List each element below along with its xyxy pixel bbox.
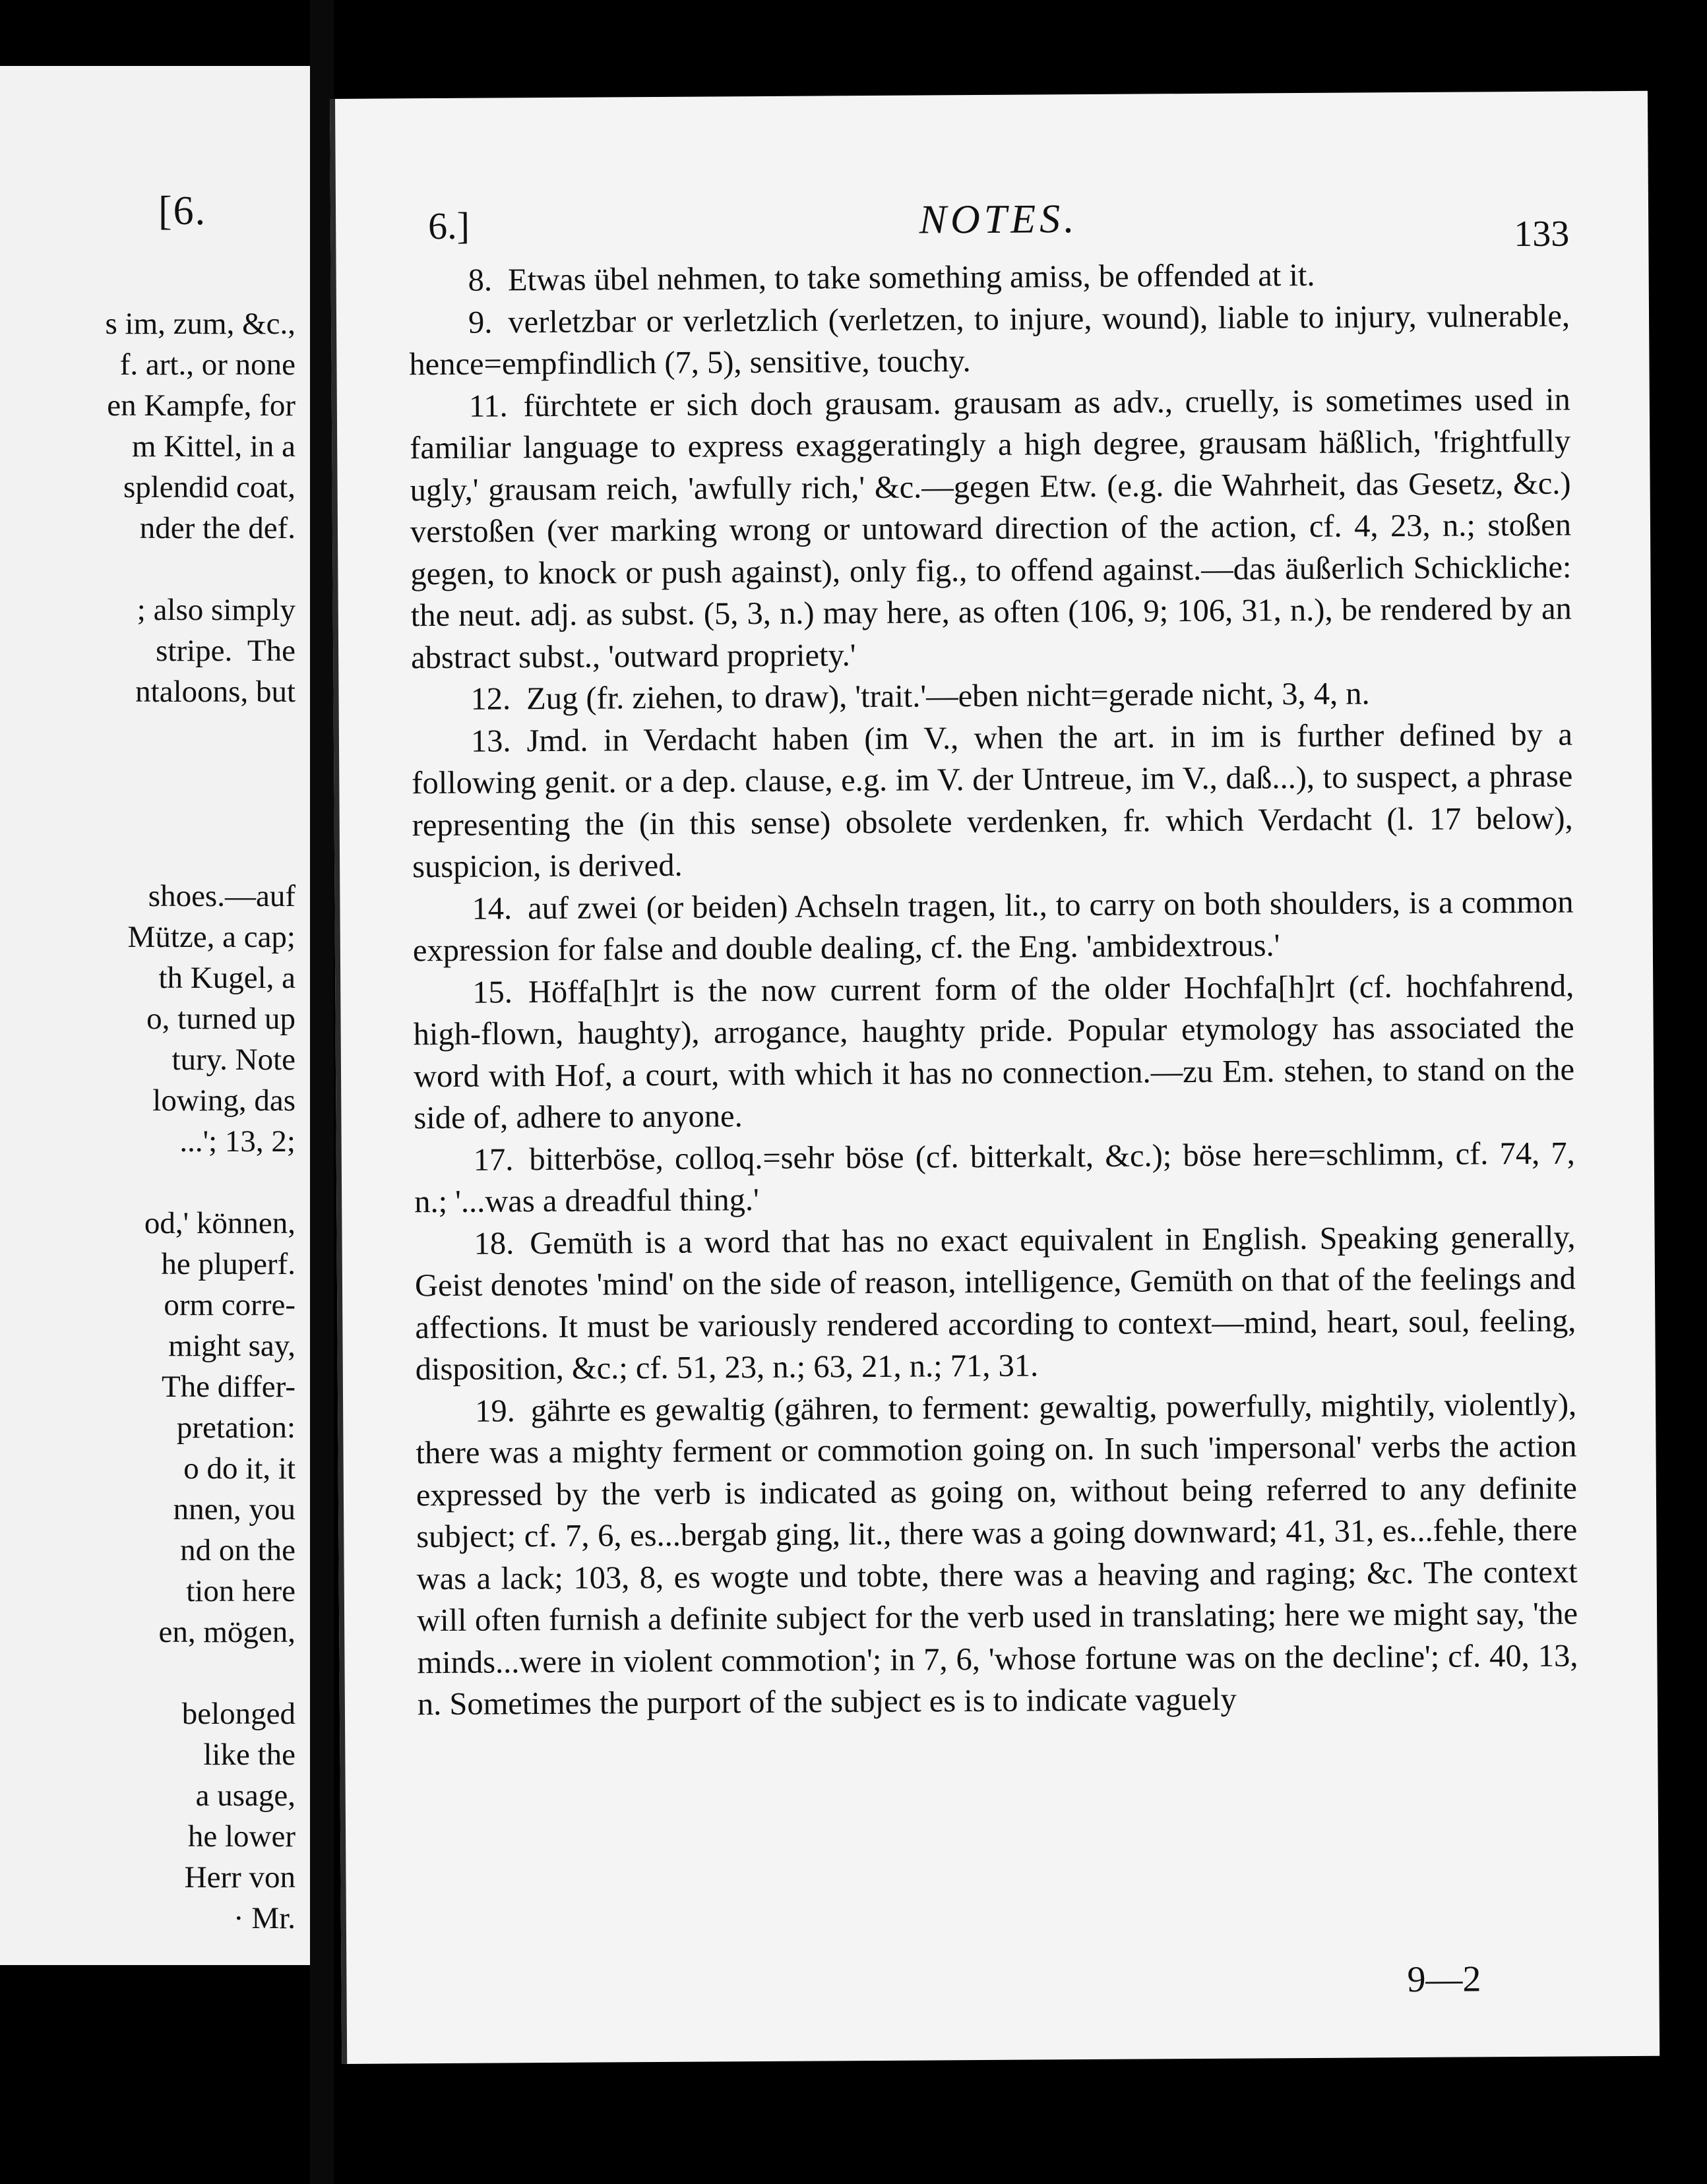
previous-page-line: like the bbox=[203, 1738, 295, 1772]
note-number: 14. bbox=[472, 890, 512, 926]
previous-page-text bbox=[0, 303, 295, 1939]
previous-page-line: might say, bbox=[168, 1329, 295, 1363]
note-text: bitterböse, colloq.=sehr böse (cf. bitterkalt, &c.); böse here=schlimm, cf. 74, 7, n.; '...was a dreadful thing.' bbox=[414, 1135, 1575, 1220]
note-entry bbox=[410, 379, 1572, 679]
note-text: fürchtete er sich doch grausam. grausam as adv., cruelly, is sometimes used in familiar language to express exaggeratingly a high degree, grausam häßlich, 'frightfully ugly,' grausam reich, 'awfully rich,' &c.—gegen Etw. (e.g. die Wahrheit, das Gesetz, &c.) verstoßen (ver marking wrong or untoward direction of the action, cf. 4, 23, n.; stoßen gegen, to knock or push against), only fig., to offend against.—das äußerlich Schickliche: the neut. adj. as subst. (5, 3, n.) may here, as often (106, 9; 106, 31, n.), be rendered by an abstract subst., 'outward propriety.' bbox=[410, 382, 1572, 675]
previous-page-fragment bbox=[0, 66, 319, 1965]
note-text: Zug (fr. ziehen, to draw), 'trait.'—eben nicht=gerade nicht, 3, 4, n. bbox=[526, 676, 1370, 717]
previous-page-line: o, turned up bbox=[146, 1002, 295, 1036]
previous-page-line: lowing, das bbox=[152, 1083, 295, 1118]
previous-page-line: ntaloons, but bbox=[135, 675, 295, 709]
note-entry bbox=[413, 965, 1575, 1139]
previous-page-line: en, mögen, bbox=[158, 1615, 295, 1649]
previous-page-line: nd on the bbox=[180, 1533, 295, 1567]
previous-page-line bbox=[0, 712, 295, 753]
note-number: 13. bbox=[470, 723, 511, 759]
note-entry bbox=[414, 1216, 1576, 1391]
previous-page-line: o do it, it bbox=[183, 1451, 295, 1486]
note-number: 15. bbox=[472, 974, 513, 1010]
previous-page-line: Mütze, a cap; bbox=[127, 920, 295, 954]
previous-page-line: m Kittel, in a bbox=[131, 429, 295, 464]
previous-page-line bbox=[0, 794, 295, 835]
note-number: 17. bbox=[473, 1141, 514, 1178]
previous-page-line: th Kugel, a bbox=[158, 961, 295, 995]
note-entry bbox=[412, 713, 1574, 888]
note-entry bbox=[414, 1132, 1576, 1223]
previous-page-line: stripe. The bbox=[156, 634, 295, 668]
previous-page-line: s im, zum, &c., bbox=[105, 307, 295, 341]
notes-body bbox=[408, 253, 1578, 1726]
note-text: Gemüth is a word that has no exact equivalent in English. Speaking generally, Geist denotes 'mind' on the side of reason, intelligence, Gemüth on that of the feelings and affections. It must be variously rendered according to context—mind, heart, soul, feeling, disposition, &c.; cf. 51, 23, n.; 63, 21, n.; 71, 31. bbox=[414, 1219, 1576, 1387]
note-text: verletzbar or verletzlich (verletzen, to injure, wound), liable to injury, vulnerable, hence=empfindlich (7, 5), sensitive, touchy. bbox=[409, 298, 1570, 382]
previous-page-line bbox=[0, 1162, 295, 1203]
previous-page-line bbox=[0, 835, 295, 876]
previous-page-line: shoes.—auf bbox=[148, 879, 295, 913]
note-text: Etwas übel nehmen, to take something amiss, be offended at it. bbox=[507, 257, 1315, 298]
note-number: 18. bbox=[474, 1225, 514, 1261]
note-entry bbox=[411, 672, 1572, 721]
page-title: NOTES. bbox=[919, 197, 1078, 243]
note-text: Höffa[h]rt is the now current form of the older Hochfa[h]rt (cf. hochfahrend, high-flown, haughty), arrogance, haughty pride. Popular etymology has associated the word with Hof, a court, with which it has no connection.—zu Em. stehen, to stand on the side of, adhere to anyone. bbox=[413, 968, 1575, 1136]
book-page bbox=[330, 91, 1660, 2064]
note-entry bbox=[409, 295, 1570, 386]
previous-page-line: tion here bbox=[186, 1574, 295, 1608]
note-number: 8. bbox=[468, 262, 493, 298]
previous-page-section-mark: [6. bbox=[158, 189, 207, 233]
previous-page-line: pretation: bbox=[176, 1410, 295, 1445]
previous-page-line: Herr von bbox=[184, 1860, 295, 1895]
note-entry bbox=[412, 881, 1574, 972]
previous-page-line: a usage, bbox=[195, 1778, 295, 1813]
previous-page-line bbox=[0, 549, 295, 590]
previous-page-line: ; also simply bbox=[137, 593, 295, 627]
book-gutter bbox=[310, 0, 334, 2184]
note-number: 12. bbox=[470, 681, 511, 717]
previous-page-line: tury. Note bbox=[171, 1043, 295, 1077]
running-head bbox=[428, 197, 1570, 264]
note-number: 19. bbox=[474, 1393, 515, 1429]
previous-page-line: orm corre- bbox=[164, 1288, 295, 1322]
previous-page-line: nder the def. bbox=[139, 511, 295, 545]
previous-page-line: · Mr. bbox=[233, 1901, 295, 1935]
previous-page-line: ...'; 13, 2; bbox=[179, 1124, 295, 1159]
previous-page-line: od,' können, bbox=[144, 1206, 295, 1240]
page-number: 133 bbox=[1514, 213, 1570, 255]
note-entry bbox=[416, 1383, 1578, 1726]
previous-page-line: nnen, you bbox=[173, 1492, 295, 1527]
note-text: auf zwei (or beiden) Achseln tragen, lit., to carry on both shoulders, is a common expression for false and double dealing, cf. the Eng. 'ambidextrous.' bbox=[412, 884, 1574, 969]
note-number: 11. bbox=[468, 388, 508, 424]
previous-page-line: belonged bbox=[181, 1697, 295, 1731]
note-entry bbox=[408, 253, 1569, 302]
note-text: Jmd. in Verdacht haben (im V., when the art. in im is further defined by a following genit. or a dep. clause, e.g. im V. der Untreue, im V., daß...), to suspect, a phrase representing the (in this sense) obsolete verdenken, fr. which Verdacht (l. 17 below), suspicion, is derived. bbox=[412, 717, 1573, 885]
previous-page-line: splendid coat, bbox=[123, 470, 295, 504]
previous-page-line: f. art., or none bbox=[119, 348, 295, 382]
previous-page-line: he pluperf. bbox=[161, 1247, 295, 1281]
previous-page-line bbox=[0, 1653, 295, 1693]
previous-page-line: The differ- bbox=[161, 1370, 295, 1404]
previous-page-line: he lower bbox=[187, 1819, 295, 1854]
previous-page-line: en Kampfe, for bbox=[107, 388, 295, 423]
note-number: 9. bbox=[468, 305, 493, 340]
previous-page-line bbox=[0, 753, 295, 794]
signature-mark: 9—2 bbox=[1407, 1958, 1481, 2001]
section-number: 6.] bbox=[427, 204, 470, 248]
note-text: gährte es gewaltig (gähren, to ferment: gewaltig, powerfully, mightily, violently), there was a mighty ferment or commotion going on. In such 'impersonal' verbs the action expressed by the verb is indicated as going on, without being referred to any definite subject; cf. 7, 6, es...bergab ging, lit., there was a going downward; 41, 31, es...fehle, there was a lack; 103, 8, es wogte und tobte, there was a heaving and raging; &c. The context will often furnish a definite subject for the verb used in translating; here we might say, 'the minds...were in violent commotion'; in 7, 6, 'whose fortune was on the decline'; cf. 40, 13, n. Sometimes the purport of the subject es is to indicate vaguely bbox=[416, 1386, 1578, 1722]
